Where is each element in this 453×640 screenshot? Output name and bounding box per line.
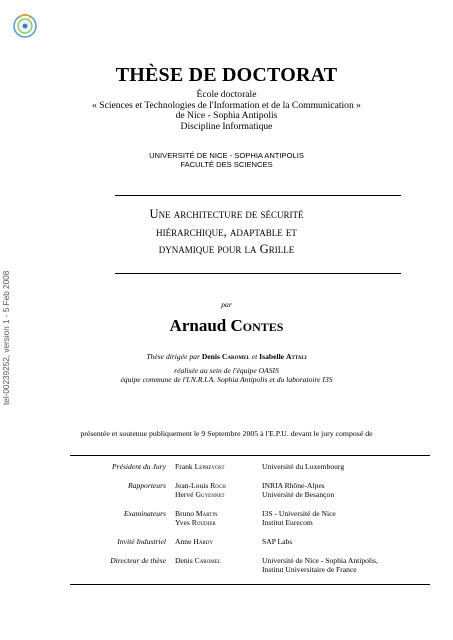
title-rule-top <box>115 195 401 196</box>
jury-member-name: Yves Roudier <box>175 518 216 528</box>
doctoral-school <box>0 90 453 132</box>
jury-member-name: Bruno Martin <box>175 508 218 518</box>
school-line: École doctorale <box>196 89 257 100</box>
director-2-last: Attali <box>285 352 307 361</box>
jury-row <box>70 462 430 481</box>
author-first-name: Arnaud <box>169 316 227 335</box>
jury-member-affiliation: Institut Universitaire de France <box>262 565 357 575</box>
thesis-title-line: dynamique pour la Grille <box>158 242 295 256</box>
school-line: « Sciences et Technologies de l'Information et de la Communication » <box>92 99 361 111</box>
jury-row <box>70 481 430 491</box>
jury-role: Invité Industriel <box>117 536 166 546</box>
jury-table <box>70 455 430 591</box>
jury-member-affiliation: Institut Eurecom <box>262 518 313 528</box>
jury-row <box>70 490 430 509</box>
document-type-title: THÈSE DE DOCTORAT <box>115 64 338 86</box>
jury-member-name: Anne Hardy <box>175 536 214 546</box>
director-1-first: Denis <box>201 352 220 361</box>
thesis-title-line: Une architecture de sécurité <box>149 207 304 221</box>
by-label: par <box>221 300 232 309</box>
jury-row <box>70 509 430 519</box>
jury-member-name: Denis Caromel <box>175 555 221 565</box>
jury-member-affiliation: Université de Besançon <box>262 490 335 500</box>
team-line: réalisée au sein de l'équipe OASIS <box>174 366 279 375</box>
jury-member-affiliation: I3S - Université de Nice <box>262 508 336 518</box>
title-rule-bottom <box>115 273 401 274</box>
hal-logo-icon <box>10 8 40 42</box>
jury-member-affiliation: Université du Luxembourg <box>262 462 345 471</box>
faculty-line: FACULTÉ DES SCIENCES <box>180 160 273 169</box>
thesis-title-line: hiérarchique, adaptable et <box>156 224 297 239</box>
jury-role: Rapporteurs <box>128 480 166 490</box>
jury-member-affiliation: Université de Nice - Sophia Antipolis, <box>262 555 378 565</box>
university-block <box>0 151 453 169</box>
jury-member-name: Jean-Louis Roch <box>175 480 226 490</box>
direction-joiner: et <box>251 352 258 361</box>
jury-row <box>70 537 430 556</box>
jury-role: Directeur de thèse <box>110 555 166 565</box>
thesis-title <box>0 206 453 259</box>
jury-member-affiliation: INRIA Rhône-Alpes <box>262 480 325 490</box>
jury-role: Examinateurs <box>123 508 166 518</box>
school-line: de Nice - Sophia Antipolis <box>175 110 278 122</box>
defense-statement: présentée et soutenue publiquement le 9 Septembre 2005 à l'E.P.U. devant le jury composé de <box>80 429 373 438</box>
jury-row <box>70 518 430 537</box>
jury-row <box>70 565 430 584</box>
jury-row <box>70 556 430 566</box>
jury-rule-bottom <box>70 584 430 591</box>
research-team <box>0 366 453 385</box>
archive-stamp: tel-00239252, version 1 - 5 Feb 2008 <box>2 270 11 405</box>
director-2-first: Isabelle <box>259 352 285 361</box>
school-line: Discipline Informatique <box>180 120 273 132</box>
jury-member-affiliation: SAP Labs <box>262 536 293 546</box>
university-line: UNIVERSITÉ DE NICE - SOPHIA ANTIPOLIS <box>149 151 304 160</box>
director-1-last: Caromel <box>221 352 250 361</box>
thesis-direction <box>0 352 453 361</box>
jury-member-name <box>175 565 262 584</box>
direction-prefix: Thèse dirigée par <box>146 352 200 361</box>
team-line: équipe commune de l'I.N.R.I.A. Sophia Antipolis et du laboratoire I3S <box>120 375 333 385</box>
jury-role: Président du Jury <box>112 462 166 471</box>
author-name <box>0 316 453 336</box>
jury-member-name: Hervé Guyennet <box>175 490 225 500</box>
author-last-name: Contes <box>230 316 284 335</box>
jury-member-name: Frank Leprevost <box>175 462 225 471</box>
